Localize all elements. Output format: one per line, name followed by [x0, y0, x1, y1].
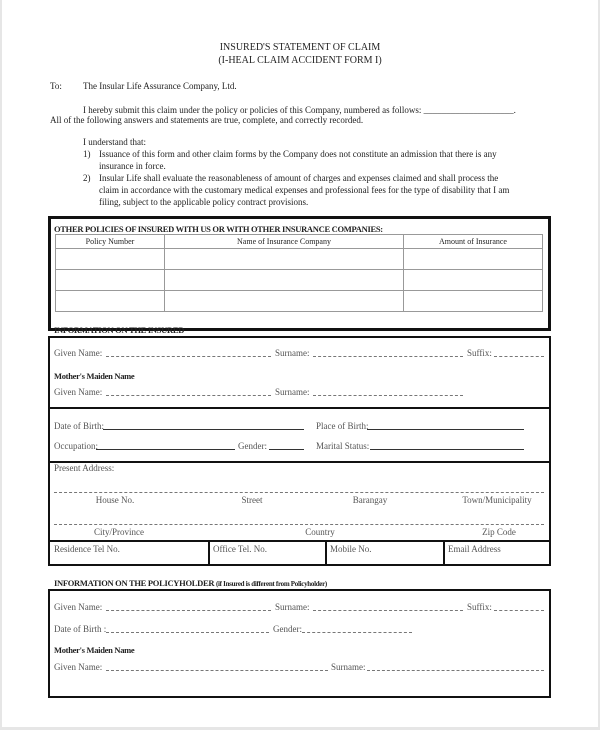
- residence-tel-field[interactable]: Residence Tel No.: [54, 544, 120, 554]
- surname-label: Surname:: [275, 348, 310, 358]
- divider: [48, 407, 551, 409]
- place-of-birth-field[interactable]: [367, 429, 524, 430]
- amount-cell[interactable]: [404, 270, 543, 291]
- date-of-birth-field[interactable]: [106, 632, 269, 633]
- divider: [208, 540, 210, 566]
- mother-surname-label: Surname:: [331, 662, 366, 672]
- amount-cell[interactable]: [404, 291, 543, 312]
- mother-given-name-label: Given Name:: [54, 662, 103, 672]
- mothers-maiden-heading: Mother's Maiden Name: [54, 645, 135, 655]
- gender-field[interactable]: [302, 632, 412, 633]
- item-text: claim in accordance with the customary medical expenses and professional fees for the type of disability that I am: [99, 185, 510, 195]
- gender-field[interactable]: [269, 449, 304, 450]
- given-name-field[interactable]: [106, 356, 271, 357]
- office-tel-field[interactable]: Office Tel. No.: [213, 544, 268, 554]
- mother-given-name-field[interactable]: [106, 670, 328, 671]
- mother-surname-field[interactable]: [367, 670, 544, 671]
- divider: [48, 461, 551, 463]
- date-of-birth-label: Date of Birth :: [54, 624, 107, 634]
- mobile-field[interactable]: Mobile No.: [330, 544, 372, 554]
- item-number: 2): [83, 173, 91, 183]
- barangay-label: Barangay: [352, 495, 388, 505]
- occupation-label: Occupation:: [54, 441, 98, 451]
- policyholder-heading-note: (if Insured is different from Policyholder): [216, 580, 327, 588]
- given-name-field[interactable]: [106, 610, 271, 611]
- item-text: Insular Life shall evaluate the reasonableness of amount of charges and expenses claimed and shall process the: [99, 173, 499, 183]
- amount-cell[interactable]: [404, 249, 543, 270]
- policy-number-cell[interactable]: [56, 249, 165, 270]
- present-address-label: Present Address:: [54, 463, 115, 473]
- item-number: 1): [83, 149, 91, 159]
- address-line-2-field[interactable]: [54, 524, 544, 525]
- gender-label: Gender:: [238, 441, 267, 451]
- policy-number-cell[interactable]: [56, 270, 165, 291]
- surname-field[interactable]: [313, 610, 463, 611]
- given-name-label: Given Name:: [54, 348, 103, 358]
- column-header: Name of Insurance Company: [165, 235, 404, 249]
- other-policies-table: [55, 234, 543, 312]
- company-name-cell[interactable]: [165, 249, 404, 270]
- given-name-label: Given Name:: [54, 602, 103, 612]
- table-row: [56, 249, 543, 270]
- city-label: City/Province: [94, 527, 144, 537]
- company-name-cell[interactable]: [165, 270, 404, 291]
- column-header: Amount of Insurance: [404, 235, 543, 249]
- understand-label: I understand that:: [83, 137, 146, 147]
- divider: [325, 540, 327, 566]
- country-label: Country: [305, 527, 335, 537]
- item-text: insurance in force.: [99, 161, 166, 171]
- marital-status-label: Marital Status:: [316, 441, 370, 451]
- house-no-label: House No.: [95, 495, 135, 505]
- policy-number-cell[interactable]: [56, 291, 165, 312]
- intro-paragraph-line1: I hereby submit this claim under the policy or policies of this Company, numbered as follows: ____________________.: [83, 105, 516, 115]
- table-row: [56, 270, 543, 291]
- divider: [48, 540, 551, 542]
- surname-label: Surname:: [275, 602, 310, 612]
- policyholder-heading-text: INFORMATION ON THE POLICYHOLDER: [54, 578, 215, 588]
- item-text: Issuance of this form and other claim forms by the Company does not constitute an admission that there is any: [99, 149, 497, 159]
- suffix-field[interactable]: [494, 356, 544, 357]
- company-name-cell[interactable]: [165, 291, 404, 312]
- suffix-label: Suffix:: [467, 348, 492, 358]
- occupation-field[interactable]: [96, 449, 235, 450]
- to-value: The Insular Life Assurance Company, Ltd.: [83, 81, 237, 91]
- item-text: filing, subject to the applicable policy contract provisions.: [99, 197, 309, 207]
- insured-heading: INFORMATION ON THE INSURED: [54, 325, 185, 335]
- suffix-field[interactable]: [494, 610, 544, 611]
- date-of-birth-label: Date of Birth:: [54, 421, 104, 431]
- date-of-birth-field[interactable]: [103, 429, 304, 430]
- mother-surname-label: Surname:: [275, 387, 310, 397]
- column-header: Policy Number: [56, 235, 165, 249]
- table-row: [56, 291, 543, 312]
- mother-given-name-field[interactable]: [106, 395, 271, 396]
- mother-given-name-label: Given Name:: [54, 387, 103, 397]
- town-label: Town/Municipality: [462, 495, 532, 505]
- to-label: To:: [50, 81, 62, 91]
- zip-code-label: Zip Code: [482, 527, 516, 537]
- policyholder-heading: [54, 578, 327, 589]
- mother-surname-field[interactable]: [313, 395, 463, 396]
- suffix-label: Suffix:: [467, 602, 492, 612]
- address-line-1-field[interactable]: [54, 492, 544, 493]
- intro-paragraph-line2: All of the following answers and statements are true, complete, and correctly recorded.: [50, 115, 364, 125]
- divider: [443, 540, 445, 566]
- form-title: INSURED'S STATEMENT OF CLAIM: [219, 42, 381, 53]
- mothers-maiden-heading: Mother's Maiden Name: [54, 371, 135, 381]
- form-subtitle: (I-HEAL CLAIM ACCIDENT FORM I): [218, 55, 382, 66]
- street-label: Street: [241, 495, 263, 505]
- email-field[interactable]: Email Address: [448, 544, 501, 554]
- form-page: [2, 0, 598, 727]
- surname-field[interactable]: [313, 356, 463, 357]
- marital-status-field[interactable]: [370, 449, 524, 450]
- other-policies-heading: OTHER POLICIES OF INSURED WITH US OR WITH OTHER INSURANCE COMPANIES:: [54, 224, 383, 234]
- gender-label: Gender:: [273, 624, 302, 634]
- place-of-birth-label: Place of Birth:: [316, 421, 369, 431]
